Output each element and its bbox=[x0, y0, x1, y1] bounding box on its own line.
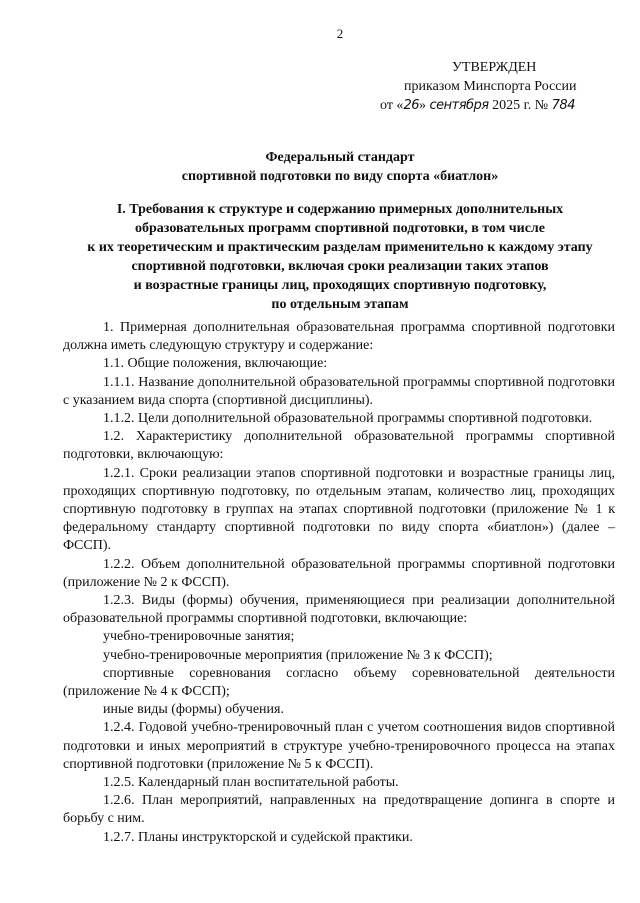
paragraph: 1.2. Характеристику дополнительной образовательной программы спортивной подготовки, включающую: bbox=[63, 429, 615, 463]
paragraph: 1.2.7. Планы инструкторской и судейской практики. bbox=[103, 829, 413, 845]
list-item: спортивные соревнования согласно объему соревновательной деятельности (приложение № 4 к ФССП); bbox=[63, 665, 615, 700]
list-item: иные виды (формы) обучения. bbox=[103, 702, 284, 718]
list-item: учебно-тренировочные занятия; bbox=[103, 629, 295, 645]
title-line-2: спортивной подготовки по виду спорта «биатлон» bbox=[181, 169, 499, 184]
document-title bbox=[0, 148, 640, 186]
paragraph: 1. Примерная дополнительная образовательная программа спортивной подготовки должна иметь следующую структуру и содержание: bbox=[63, 320, 615, 354]
approval-title: УТВЕРЖДЕН bbox=[452, 60, 537, 75]
paragraph: 1.2.1. Сроки реализации этапов спортивной подготовки и возрастные границы лиц, проходящих спортивную подготовку, по отдельным этапам, количество лиц, проходящих спортивную подготовку в группах на этапах спортивной подготовки (приложение № 1 к федеральному стандарту спортивной подготовки по виду спорта «биатлон») (далее – ФССП). bbox=[63, 465, 615, 554]
paragraph: 1.2.3. Виды (формы) обучения, применяющиеся при реализации дополнительной образовательной программы спортивной подготовки, включающие: bbox=[63, 593, 615, 627]
date-year: 2025 г. № bbox=[492, 98, 549, 113]
approval-date-line bbox=[380, 96, 620, 115]
page-number: 2 bbox=[336, 26, 344, 41]
paragraph: 1.2.4. Годовой учебно-тренировочный план с учетом соотношения видов спортивной подготовки и иных мероприятий в структуре учебно-тренировочного процесса на этапах спортивной подготовки (приложение № 5 к ФССП). bbox=[63, 720, 615, 772]
section-line: и возрастные границы лиц, проходящих спортивную подготовку, bbox=[133, 278, 547, 293]
section-line: I. Требования к структуре и содержанию примерных дополнительных bbox=[116, 202, 564, 217]
title-line-1: Федеральный стандарт bbox=[265, 150, 415, 165]
date-day-handwritten: 26 bbox=[403, 98, 419, 113]
paragraph: 1.1.2. Цели дополнительной образовательной программы спортивной подготовки. bbox=[103, 411, 593, 427]
paragraph: 1.2.6. План мероприятий, направленных на предотвращение допинга в спорте и борьбу с ним. bbox=[63, 793, 615, 827]
date-month-handwritten: сентября bbox=[429, 98, 489, 113]
paragraph: 1.1.1. Название дополнительной образовательной программы спортивной подготовки с указанием вида спорта (спортивной дисциплины). bbox=[63, 374, 615, 408]
approval-block bbox=[380, 58, 620, 115]
section-heading bbox=[60, 200, 620, 314]
section-line: по отдельным этапам bbox=[271, 297, 409, 312]
list-item: учебно-тренировочные мероприятия (приложение № 3 к ФССП); bbox=[103, 647, 493, 663]
order-number-handwritten: 784 bbox=[551, 98, 575, 113]
paragraph: 1.2.2. Объем дополнительной образовательной программы спортивной подготовки (приложение № 2 к ФССП). bbox=[63, 556, 615, 590]
date-prefix: от « bbox=[380, 98, 404, 113]
document-body bbox=[63, 319, 615, 847]
approval-order: приказом Минспорта России bbox=[404, 79, 577, 94]
section-line: к их теоретическим и практическим разделам применительно к каждому этапу bbox=[87, 240, 593, 255]
section-line: спортивной подготовки, включая сроки реализации таких этапов bbox=[131, 259, 549, 274]
paragraph: 1.1. Общие положения, включающие: bbox=[103, 356, 328, 372]
paragraph: 1.2.5. Календарный план воспитательной работы. bbox=[103, 775, 399, 791]
date-quote: » bbox=[418, 98, 426, 113]
section-line: образовательных программ спортивной подготовки, в том числе bbox=[135, 221, 545, 236]
